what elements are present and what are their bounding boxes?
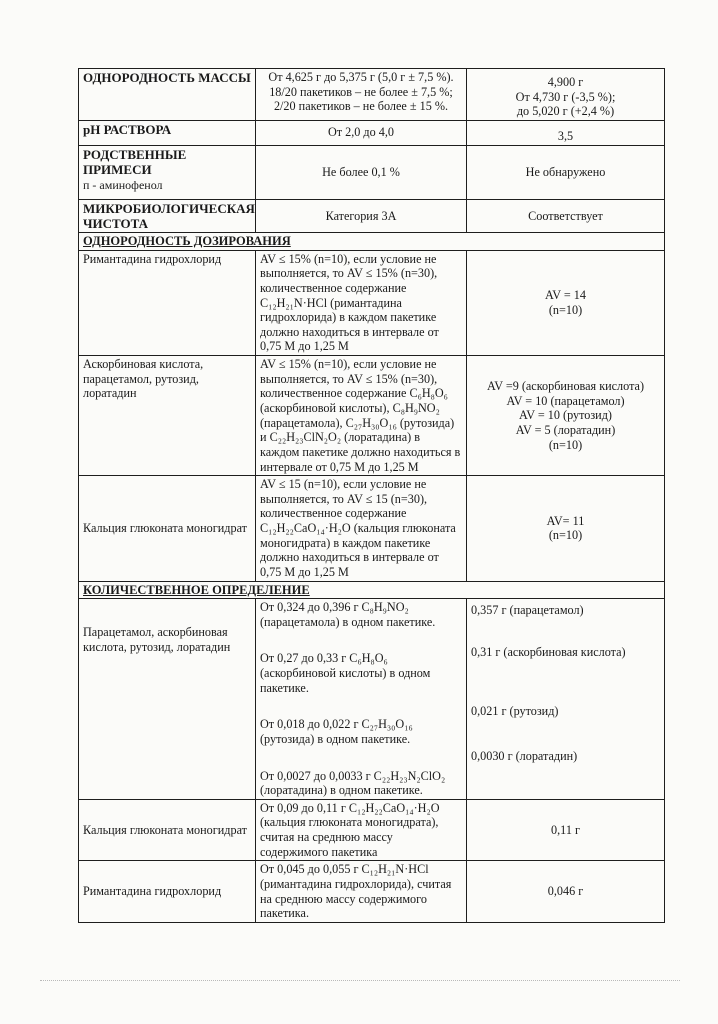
norm-list [256, 599, 467, 800]
result: 4,900 г От 4,730 г (-3,5 %); до 5,020 г (+2,4 %) [467, 69, 665, 121]
test-name-cell [79, 145, 256, 199]
row-dosage-calcium [79, 476, 665, 581]
norm-item: От 0,324 до 0,396 г C₈H₉NO₂ (парацетамола) в одном пакетике. [260, 600, 436, 629]
norm: AV ≤ 15% (n=10), если условие не выполняется, то AV ≤ 15% (n=30), количественное содержание C₆H₈O₆ (аскорбиновой кислоты), C₈H₉NO₂ (парацетамола), C₂₇H₃₀O₁₆ (рутозида) и C₂₂H₂₃ClN₂O₂ (лоратадина) в каждом пакетике должно находиться в интервале от 0,75 М до 1,25 М [256, 356, 467, 476]
result: Соответствует [467, 199, 665, 233]
section-dosage-uniformity [79, 233, 665, 250]
row-impurities [79, 145, 665, 199]
section-title: ОДНОРОДНОСТЬ ДОЗИРОВАНИЯ [79, 233, 665, 250]
norm: Категория 3А [256, 199, 467, 233]
norm-item: От 0,0027 до 0,0033 г C₂₂H₂₃N₂ClO₂ (лоратадина) в одном пакетике. [260, 768, 446, 798]
result: 0,11 г [467, 799, 665, 861]
row-assay-multi [79, 599, 665, 800]
component-name: Кальция глюконата моногидрат [79, 799, 256, 861]
test-name: ОДНОРОДНОСТЬ МАССЫ [79, 69, 256, 121]
row-dosage-multi [79, 356, 665, 476]
norm: AV ≤ 15% (n=10), если условие не выполняется, то AV ≤ 15% (n=30), количественное содержание C₁₂H₂₁N·HCl (римантадина гидрохлорида) в каждом пакетике должно находиться в интервале от 0,75 М до 1,25 М [256, 250, 467, 355]
test-name: pH РАСТВОРА [79, 120, 256, 145]
result-item: 0,357 г (парацетамол) [471, 603, 584, 618]
norm: От 4,625 г до 5,375 г (5,0 г ± 7,5 %). 18/20 пакетиков – не более ± 7,5 %; 2/20 пакетиков – не более ± 15 %. [256, 69, 467, 121]
component-name: Римантадина гидрохлорид [79, 250, 256, 355]
norm: От 2,0 до 4,0 [256, 120, 467, 145]
norm-item: От 0,27 до 0,33 г C₆H₈O₆ (аскорбиновой кислоты) в одном пакетике. [260, 651, 431, 695]
result: Не обнаружено [467, 145, 665, 199]
test-subname: п - аминофенол [83, 177, 163, 192]
scan-dotted-line [40, 980, 680, 981]
norm: AV ≤ 15 (n=10), если условие не выполняется, то AV ≤ 15 (n=30), количественное содержание C₁₂H₂₂CaO₁₄·H₂O (кальция глюконата моногидрата) в каждом пакетике должно находиться в интервале от 0,75 М до 1,25 М [256, 476, 467, 581]
row-microbiology [79, 199, 665, 233]
norm: Не более 0,1 % [256, 145, 467, 199]
component-name: Римантадина гидрохлорид [79, 861, 256, 923]
component-name: Аскорбиновая кислота, парацетамол, рутозид, лоратадин [79, 356, 256, 476]
component-name: Кальция глюконата моногидрат [79, 476, 256, 581]
result-item: 0,31 г (аскорбиновая кислота) [471, 644, 626, 659]
row-assay-rimantadine [79, 861, 665, 923]
result: AV =9 (аскорбиновая кислота) AV = 10 (парацетамол) AV = 10 (рутозид) AV = 5 (лоратадин) (n=10) [467, 356, 665, 476]
row-dosage-rimantadine [79, 250, 665, 355]
test-name: МИКРОБИОЛОГИЧЕСКАЯ ЧИСТОТА [79, 199, 256, 233]
component-name: Парацетамол, аскорбиновая кислота, рутозид, лоратадин [79, 599, 256, 800]
section-title: КОЛИЧЕСТВЕННОЕ ОПРЕДЕЛЕНИЕ [79, 581, 665, 598]
row-assay-calcium [79, 799, 665, 861]
result-list [467, 599, 665, 800]
specification-table [78, 68, 665, 923]
row-ph [79, 120, 665, 145]
norm: От 0,045 до 0,055 г C₁₂H₂₁N·HCl (римантадина гидрохлорида), считая на среднюю массу содержимого пакетика. [256, 861, 467, 923]
result: AV = 14 (n=10) [467, 250, 665, 355]
norm: От 0,09 до 0,11 г C₁₂H₂₂CaO₁₄·H₂O (кальция глюконата моногидрата), считая на среднюю массу содержимого пакетика [256, 799, 467, 861]
result-item: 0,021 г (рутозид) [471, 704, 559, 719]
result: AV= 11 (n=10) [467, 476, 665, 581]
row-mass-uniformity [79, 69, 665, 121]
test-name: РОДСТВЕННЫЕ ПРИМЕСИ [83, 146, 187, 178]
norm-item: От 0,018 до 0,022 г C₂₇H₃₀O₁₆ (рутозида) в одном пакетике. [260, 717, 413, 746]
result-item: 0,0030 г (лоратадин) [471, 748, 578, 763]
result: 0,046 г [467, 861, 665, 923]
section-assay [79, 581, 665, 598]
result: 3,5 [467, 120, 665, 145]
